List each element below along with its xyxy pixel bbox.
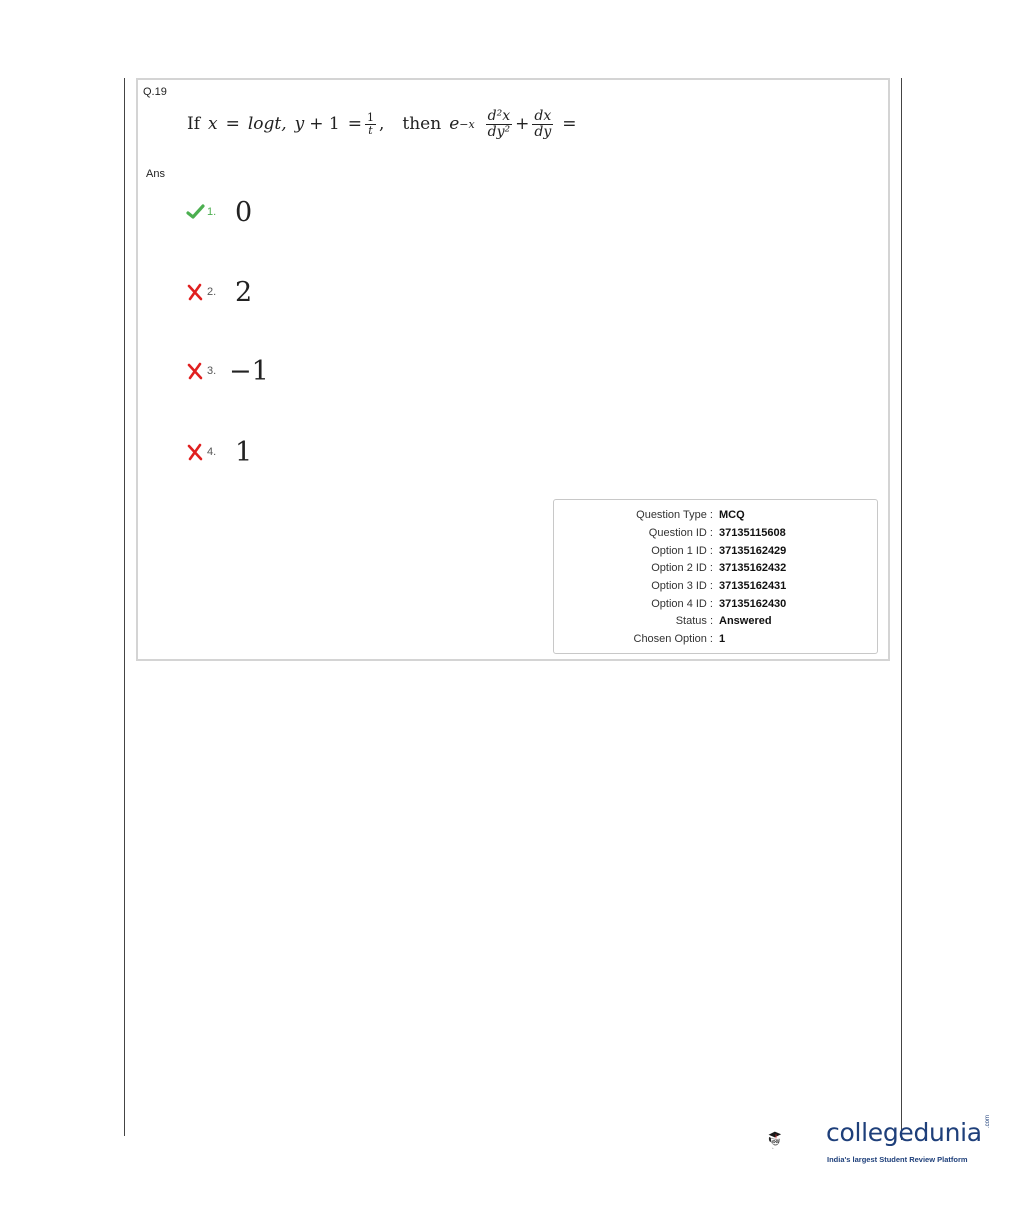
one-over-t: [365, 112, 376, 136]
t-den: t: [368, 123, 373, 137]
info-question-type: Question Type : MCQ: [636, 509, 745, 521]
d2x-num: d²x: [487, 107, 511, 124]
q-y: y: [294, 114, 305, 134]
info-option3-id: Option 3 ID : 37135162431: [651, 580, 787, 592]
one-num: 1: [366, 110, 374, 124]
answer-label: Ans: [146, 168, 165, 180]
q-exp: −x: [459, 117, 475, 131]
cross-icon: [185, 361, 205, 381]
option-value: 1: [235, 436, 253, 468]
info-option4-id: Option 4 ID : 37135162430: [651, 598, 787, 610]
dx-dy: [532, 109, 553, 139]
right-page-line: [901, 78, 902, 1140]
dy-den: dy: [534, 123, 552, 140]
q-comma: ,: [378, 114, 385, 134]
info-status: Status : Answered: [675, 615, 772, 627]
q-if: If: [187, 114, 201, 134]
info-option2-id: Option 2 ID : 37135162432: [651, 562, 787, 574]
brand-name: collegedunia: [826, 1118, 982, 1147]
option-number: 4.: [207, 446, 217, 458]
dx-num: dx: [534, 107, 552, 124]
q-eq1: =: [225, 114, 240, 134]
q-x: x: [208, 114, 218, 134]
left-page-line: [124, 78, 125, 1136]
question-info-box: [553, 499, 878, 654]
info-option1-id: Option 1 ID : 37135162429: [651, 545, 787, 557]
q-log: logt,: [247, 114, 287, 134]
option-value: −1: [229, 355, 269, 387]
option-4: [185, 437, 252, 467]
q-e: e: [449, 114, 460, 134]
brand-tagline: India's largest Student Review Platform: [827, 1155, 968, 1164]
option-value: 2: [235, 276, 253, 308]
q-then: then: [402, 114, 442, 134]
option-value: 0: [235, 196, 253, 228]
option-number: 3.: [207, 365, 217, 377]
cross-icon: [185, 442, 205, 462]
collegedunia-logo-icon: [767, 1104, 827, 1176]
option-number: 2.: [207, 286, 217, 298]
option-3: [185, 356, 269, 386]
q-plus-one: + 1: [309, 114, 340, 134]
q-eq3: =: [562, 114, 577, 134]
q-plus: +: [515, 114, 530, 134]
option-1: [185, 197, 252, 227]
option-number: 1.: [207, 206, 217, 218]
question-text: [187, 104, 577, 144]
option-2: [185, 277, 252, 307]
check-icon: [185, 202, 205, 222]
q-eq2: =: [347, 114, 362, 134]
dy2-den: dy²: [487, 123, 511, 140]
info-question-id: Question ID : 37135115608: [648, 527, 786, 539]
brand-suffix: .com: [985, 1114, 991, 1128]
d2x-dy2: [486, 109, 512, 139]
cross-icon: [185, 282, 205, 302]
question-number: Q.19: [143, 86, 167, 98]
info-chosen-option: Chosen Option : 1: [633, 633, 726, 645]
